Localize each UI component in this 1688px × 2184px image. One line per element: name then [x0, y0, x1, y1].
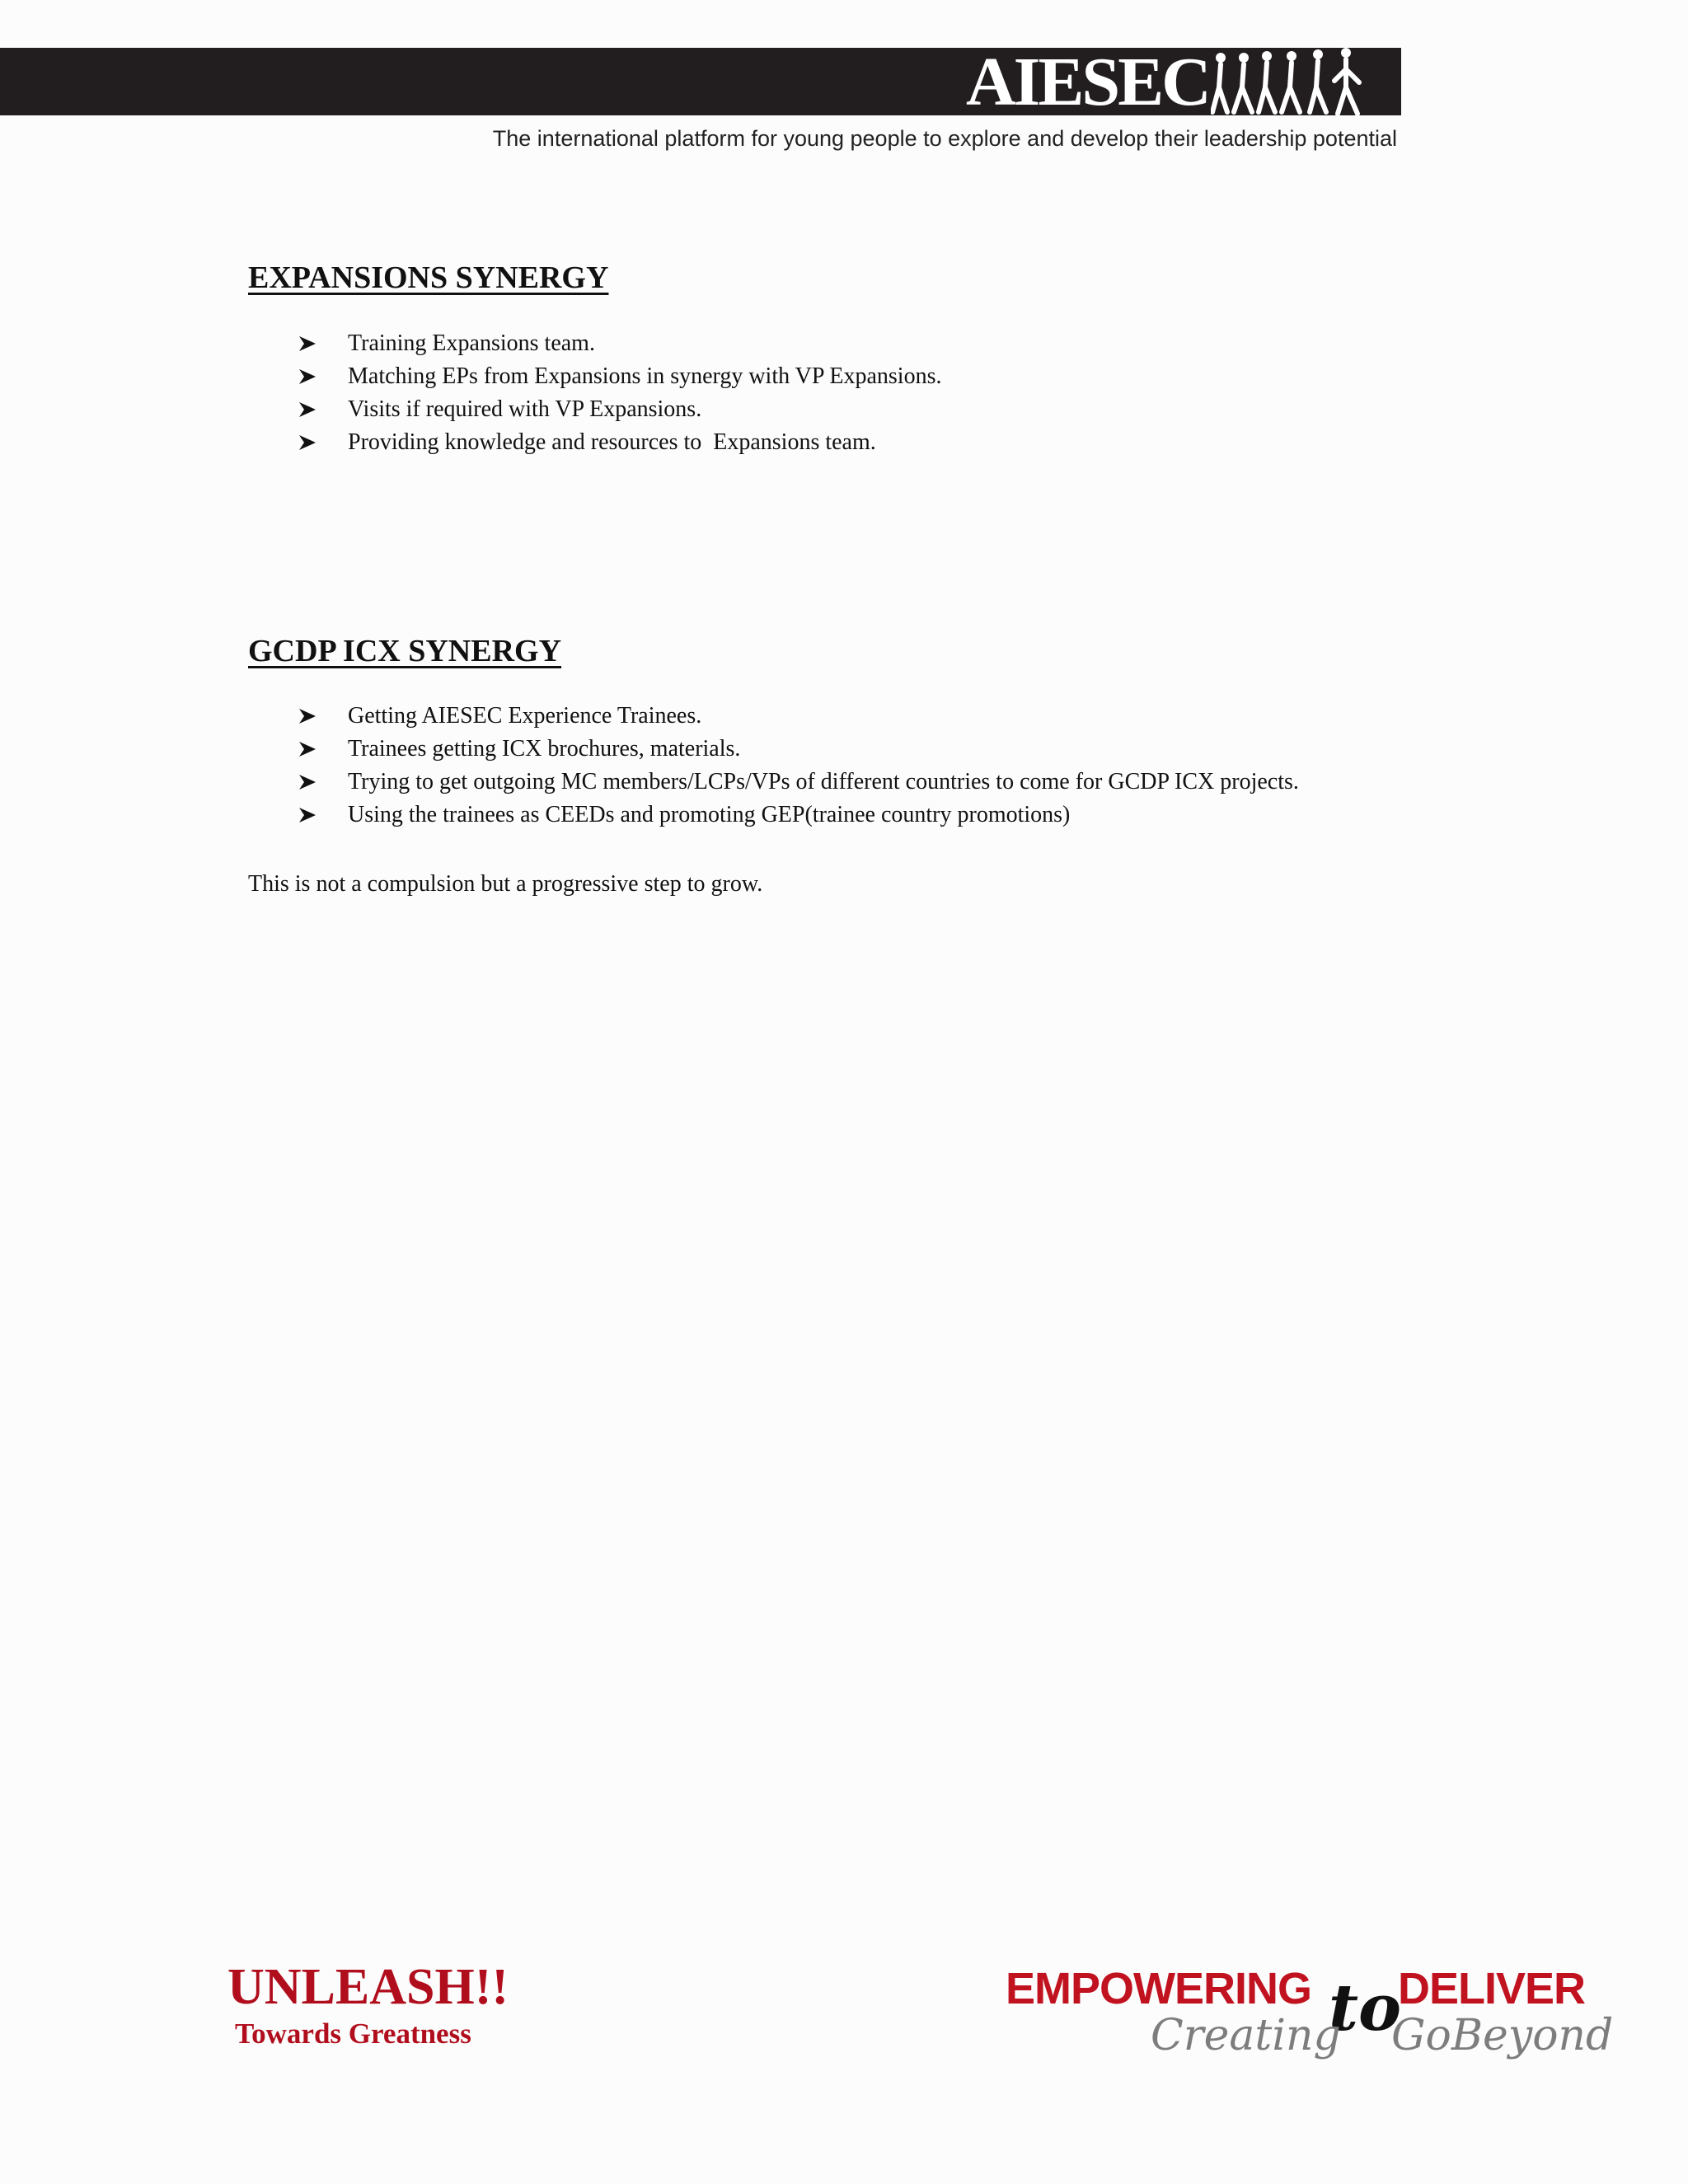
list-item: [298, 801, 1299, 834]
section-heading-gcdp-icx: GCDP ICX SYNERGY: [248, 634, 562, 668]
list-item-text: Trying to get outgoing MC members/LCPs/VPs of different countries to come for GCDP ICX projects.: [348, 769, 1299, 794]
list-item: [298, 702, 1299, 735]
arrowhead-bullet-icon: [298, 708, 316, 724]
tagline: The international platform for young people to explore and develop their leadership potential: [492, 126, 1397, 151]
list-item: [298, 363, 941, 396]
list-item: [298, 396, 941, 429]
bullet-list-gcdp-icx: [298, 702, 1299, 834]
unleash-subtitle: Towards Greatness: [235, 2018, 471, 2050]
list-item-text: Getting AIESEC Experience Trainees.: [348, 703, 702, 729]
list-item-text: Matching EPs from Expansions in synergy with VP Expansions.: [348, 363, 942, 389]
logo-text: AIESEC: [966, 44, 1209, 120]
list-item-text: Providing knowledge and resources to Expansions team.: [348, 429, 876, 455]
walking-people-icon: [1211, 46, 1372, 119]
bullet-list-expansions: [298, 330, 941, 462]
aiesec-logo: [966, 46, 1372, 119]
list-item: [298, 768, 1299, 801]
arrowhead-bullet-icon: [298, 401, 316, 418]
list-item: [298, 330, 941, 363]
empowering-word: EMPOWERING: [1006, 1964, 1312, 2013]
list-item: [298, 735, 1299, 768]
list-item-text: Trainees getting ICX brochures, materials.: [348, 736, 741, 762]
arrowhead-bullet-icon: [298, 434, 316, 451]
section-heading-expansions: EXPANSIONS SYNERGY: [248, 260, 609, 295]
list-item-text: Training Expansions team.: [348, 330, 595, 356]
closing-note: This is not a compulsion but a progressive step to grow.: [248, 871, 763, 897]
arrowhead-bullet-icon: [298, 741, 316, 757]
gobeyond-word: GoBeyond: [1391, 2011, 1614, 2060]
footer-empowering-logo: [1004, 1964, 1614, 2074]
footer-unleash-logo: [227, 1959, 509, 2050]
deliver-word: DELIVER: [1398, 1964, 1586, 2013]
arrowhead-bullet-icon: [298, 774, 316, 790]
creating-word: Creating: [1151, 2011, 1341, 2060]
list-item-text: Visits if required with VP Expansions.: [348, 396, 702, 422]
list-item-text: Using the trainees as CEEDs and promoting GEP(trainee country promotions): [348, 802, 1071, 827]
unleash-title: UNLEASH!!: [227, 1959, 509, 2015]
arrowhead-bullet-icon: [298, 335, 316, 352]
arrowhead-bullet-icon: [298, 368, 316, 385]
arrowhead-bullet-icon: [298, 807, 316, 823]
to-connector: to: [1329, 1971, 1402, 2046]
list-item: [298, 429, 941, 462]
